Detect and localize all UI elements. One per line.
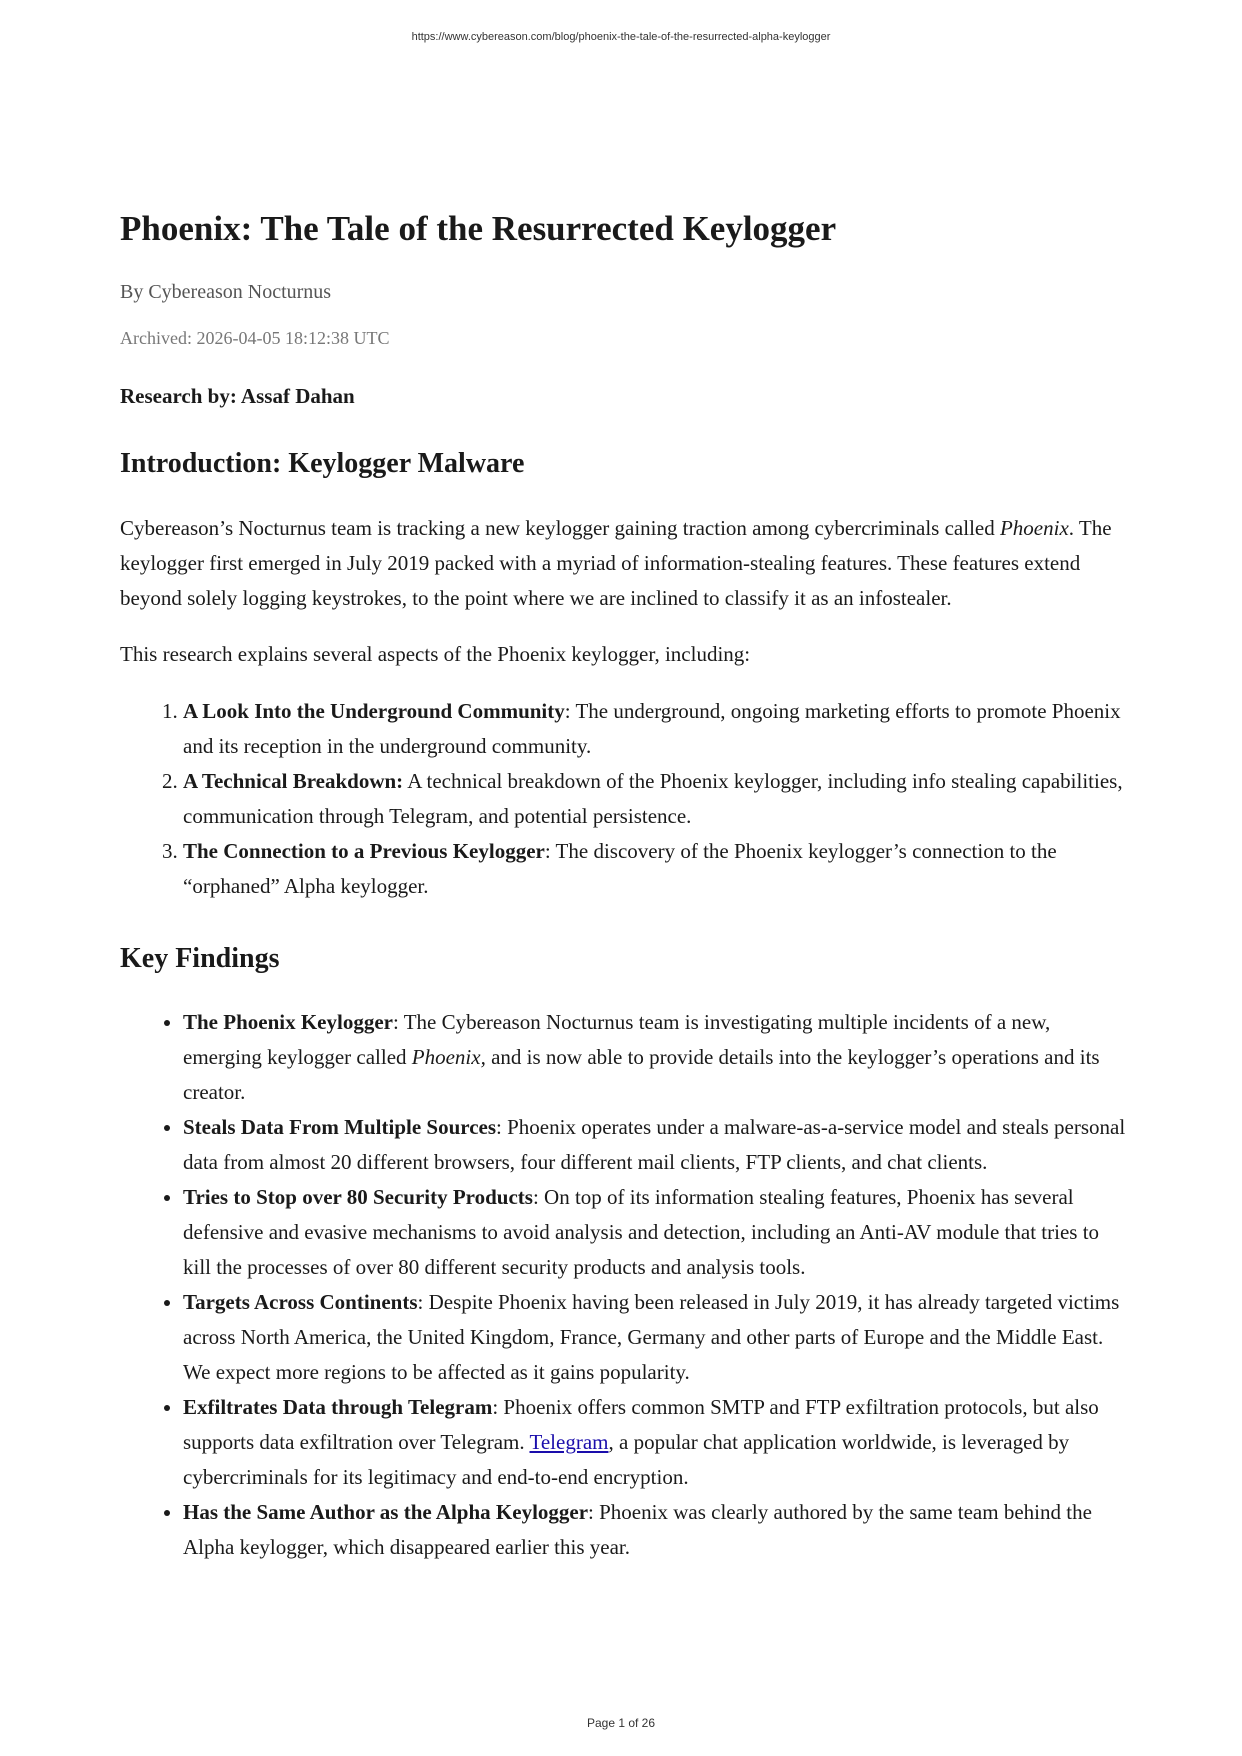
list-item: 2. A Technical Breakdown: A technical breakdown of the Phoenix keylogger, including info stealing capabilities, communication through Telegram, and potential persistence. bbox=[183, 764, 1130, 834]
list-item: • Exfiltrates Data through Telegram: Phoenix offers common SMTP and FTP exfiltration protocols, but also supports data exfiltration over Telegram. Telegram, a popular chat application worldwide, is leveraged by cybercriminals for its legitimacy and end-to-end encryption. bbox=[183, 1390, 1130, 1495]
key-findings-list bbox=[120, 1005, 1130, 1565]
page-number: Page 1 of 26 bbox=[586, 1716, 656, 1730]
archived-timestamp: Archived: 2026-04-05 18:12:38 UTC bbox=[120, 328, 390, 348]
list-item: • Targets Across Continents: Despite Phoenix having been released in July 2019, it has already targeted victims across North America, the United Kingdom, France, Germany and other parts of Europe and the Middle East. We expect more regions to be affected as it gains popularity. bbox=[183, 1285, 1130, 1390]
key-findings-heading: Key Findings bbox=[120, 942, 280, 974]
intro-heading: Introduction: Keylogger Malware bbox=[120, 448, 525, 479]
research-credit: Research by: Assaf Dahan bbox=[120, 384, 355, 408]
byline: By Cybereason Nocturnus bbox=[120, 281, 332, 303]
list-item: • Has the Same Author as the Alpha Keylogger: Phoenix was clearly authored by the same team behind the Alpha keylogger, which disappeared earlier this year. bbox=[183, 1495, 1130, 1565]
intro-paragraph: Cybereason’s Nocturnus team is tracking a new keylogger gaining traction among cybercriminals called Phoenix. The keylogger first emerged in July 2019 packed with a myriad of information-stealing features. These features extend beyond solely logging keystrokes, to the point where we are inclined to classify it as an infostealer. bbox=[120, 515, 1112, 610]
article bbox=[120, 208, 1130, 1565]
list-item: 3. The Connection to a Previous Keylogger: The discovery of the Phoenix keylogger’s connection to the “orphaned” Alpha keylogger. bbox=[183, 834, 1130, 904]
research-aspects-list bbox=[120, 694, 1130, 904]
intro-paragraph-2: This research explains several aspects of the Phoenix keylogger, including: bbox=[120, 641, 751, 666]
page-url: https://www.cybereason.com/blog/phoenix-the-tale-of-the-resurrected-alpha-keylogger bbox=[411, 31, 831, 43]
list-item: • Tries to Stop over 80 Security Products: On top of its information stealing features, Phoenix has several defensive and evasive mechanisms to avoid analysis and detection, including an Anti-AV module that tries to kill the processes of over 80 different security products and analysis tools. bbox=[183, 1180, 1130, 1285]
list-item: 1. A Look Into the Underground Community: The underground, ongoing marketing efforts to promote Phoenix and its reception in the underground community. bbox=[183, 694, 1130, 764]
list-item: • The Phoenix Keylogger: The Cybereason Nocturnus team is investigating multiple incidents of a new, emerging keylogger called Phoenix, and is now able to provide details into the keylogger’s operations and its creator. bbox=[183, 1005, 1130, 1110]
telegram-link[interactable]: Telegram bbox=[529, 1430, 609, 1455]
list-item: • Steals Data From Multiple Sources: Phoenix operates under a malware-as-a-service model and steals personal data from almost 20 different browsers, four different mail clients, FTP clients, and chat clients. bbox=[183, 1110, 1130, 1180]
article-title: Phoenix: The Tale of the Resurrected Keylogger bbox=[120, 209, 837, 248]
